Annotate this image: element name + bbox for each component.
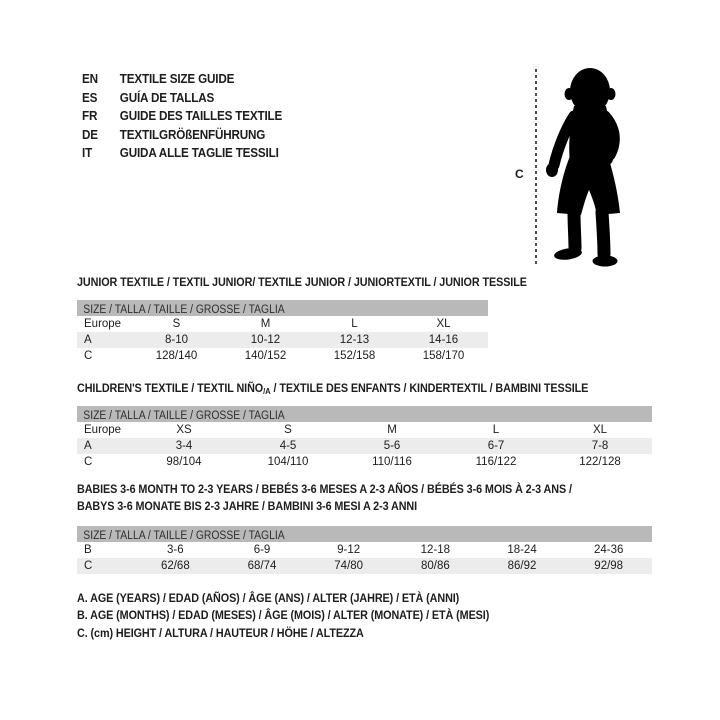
- lang-row-it: [82, 144, 282, 163]
- cell: L: [492, 424, 500, 436]
- cell: 8-10: [164, 334, 189, 346]
- cell: 92/98: [594, 560, 624, 572]
- cell: 74/80: [334, 560, 364, 572]
- lang-row-es: [82, 89, 282, 108]
- cell: 3-6: [167, 544, 184, 556]
- lang-label: GUIDA ALLE TAGLIE TESSILI: [119, 145, 279, 161]
- cell: 5-6: [383, 440, 401, 452]
- lang-label: TEXTILE SIZE GUIDE: [119, 71, 235, 86]
- cell: 98/104: [166, 456, 202, 468]
- row-label: A: [84, 334, 92, 346]
- table-header-bar: [77, 526, 652, 542]
- lang-code: IT: [82, 145, 93, 161]
- row-label: B: [84, 544, 92, 556]
- table-header-bar: [77, 300, 488, 316]
- language-guide-list: [82, 70, 304, 163]
- cell: 116/122: [475, 456, 517, 468]
- title-subscript: /A: [263, 386, 271, 396]
- cell: S: [172, 318, 181, 330]
- table-header-label: SIZE / TALLA / TAILLE / GRÖSSE / TAGLIA: [83, 410, 285, 422]
- lang-row-fr: [82, 107, 282, 126]
- cell: 110/116: [372, 456, 412, 468]
- table-header-label: SIZE / TALLA / TAILLE / GRÖSSE / TAGLIA: [83, 304, 285, 316]
- title-line-1: BABIES 3-6 MONTH TO 2-3 YEARS / BEBÉS 3-6 MESES A 2-3 AÑOS / BÉBÉS 3-6 MOIS À 2-3 ANS /: [77, 482, 572, 496]
- lang-label: GUIDE DES TAILLES TEXTILE: [119, 108, 283, 124]
- footnote-b: B. AGE (MONTHS) / EDAD (MESES) / ÂGE (MOIS) / ALTER (MONATE) / ETÀ (MESI): [77, 608, 490, 623]
- row-label: A: [84, 440, 92, 452]
- section-title-junior: JUNIOR TEXTILE / TEXTIL JUNIOR/ TEXTILE JUNIOR / JUNIORTEXTIL / JUNIOR TESSILE: [77, 275, 527, 289]
- row-label: Europe: [84, 424, 122, 436]
- cell: 158/170: [422, 350, 465, 362]
- cell: 10-12: [250, 334, 281, 346]
- row-label: C: [84, 560, 93, 572]
- cell: 104/110: [267, 456, 309, 468]
- cell: 86/92: [507, 560, 537, 572]
- table-row-europe: [77, 422, 652, 438]
- lang-code: EN: [82, 71, 98, 86]
- lang-row-en: [82, 70, 282, 89]
- table-row-age: [77, 438, 652, 454]
- cell: 9-12: [337, 544, 361, 556]
- cell: 152/158: [333, 350, 376, 362]
- cell: 6-7: [487, 440, 505, 452]
- junior-size-table: [77, 300, 488, 364]
- cell: 68/74: [247, 560, 277, 572]
- height-measure-label: C: [515, 167, 524, 181]
- table-row-height: [77, 558, 652, 574]
- table-header-bar: [77, 406, 652, 422]
- section-title-children: [77, 380, 588, 398]
- title-part: CHILDREN'S TEXTILE / TEXTIL NIÑO: [77, 381, 264, 395]
- cell: M: [387, 424, 397, 436]
- table-row-age: [77, 332, 488, 348]
- height-measure-dashed-line: [535, 69, 537, 267]
- lang-code: ES: [82, 89, 98, 105]
- row-label: C: [84, 456, 93, 468]
- table-row-months: [77, 542, 652, 558]
- cell: 80/86: [420, 560, 450, 572]
- row-label: Europe: [84, 318, 122, 330]
- children-size-table: [77, 406, 652, 470]
- cell: 12-13: [339, 334, 370, 346]
- cell: 3-4: [175, 440, 193, 452]
- cell: 6-9: [253, 544, 271, 556]
- babies-size-table: [77, 526, 652, 574]
- cell: L: [351, 318, 358, 330]
- cell: M: [260, 318, 271, 330]
- cell: XL: [592, 424, 608, 436]
- footnote-c: C. (cm) HEIGHT / ALTURA / HAUTEUR / HÖHE / ALTEZZA: [77, 625, 364, 640]
- cell: 18-24: [507, 544, 537, 556]
- cell: S: [284, 424, 292, 436]
- title-part: / TEXTILE DES ENFANTS / KINDERTEXTIL / BAMBINI TESSILE: [270, 381, 589, 395]
- lang-code: DE: [82, 126, 98, 142]
- cell: XS: [176, 424, 192, 436]
- cell: 4-5: [279, 440, 297, 452]
- cell: 14-16: [428, 334, 459, 346]
- cell: 24-36: [593, 544, 624, 556]
- table-row-height: [77, 454, 652, 470]
- cell: 7-8: [591, 440, 609, 452]
- toddler-silhouette-icon: [544, 66, 634, 268]
- table-row-height: [77, 348, 488, 364]
- table-header-label: SIZE / TALLA / TAILLE / GRÖSSE / TAGLIA: [83, 530, 285, 542]
- cell: 12-18: [420, 544, 451, 556]
- lang-row-de: [82, 126, 282, 145]
- table-row-europe: [77, 316, 488, 332]
- row-label: C: [84, 350, 93, 362]
- section-title-babies: [77, 481, 572, 515]
- cell: 128/140: [155, 350, 198, 362]
- lang-code: FR: [82, 108, 98, 124]
- lang-label: TEXTILGRÖßENFÜHRUNG: [119, 126, 266, 142]
- footnote-a: A. AGE (YEARS) / EDAD (AÑOS) / ÂGE (ANS) / ALTER (JAHRE) / ETÀ (ANNI): [77, 591, 460, 605]
- footnote-legend: [77, 590, 535, 642]
- cell: XL: [436, 318, 451, 330]
- cell: 140/152: [244, 350, 287, 362]
- cell: 62/68: [160, 560, 190, 572]
- cell: 122/128: [579, 456, 621, 468]
- title-line-2: BABYS 3-6 MONATE BIS 2-3 JAHRE / BAMBINI 3-6 MESI A 2-3 ANNI: [77, 499, 418, 513]
- lang-label: GUÍA DE TALLAS: [119, 89, 215, 105]
